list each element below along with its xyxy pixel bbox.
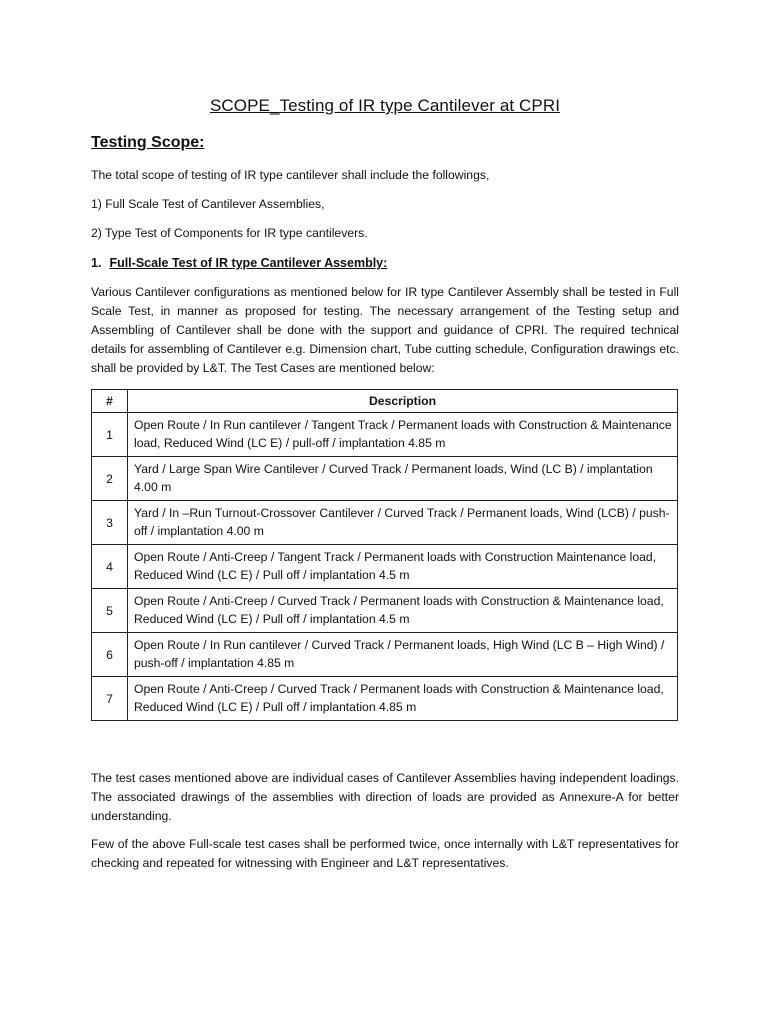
- table-row: [92, 589, 678, 633]
- table-row: [92, 501, 678, 545]
- row-number: 3: [92, 501, 128, 545]
- table-row: [92, 633, 678, 677]
- scope-item-2: 2) Type Test of Components for IR type cantilevers.: [91, 226, 368, 240]
- row-description: Open Route / Anti-Creep / Curved Track / Permanent loads with Construction & Maintenance load, Reduced Wind (LC E) / Pull off / implantation 4.85 m: [128, 677, 678, 721]
- row-description: Yard / Large Span Wire Cantilever / Curved Track / Permanent loads, Wind (LC B) / implantation 4.00 m: [128, 457, 678, 501]
- document-title: SCOPE_Testing of IR type Cantilever at CPRI: [209, 96, 561, 115]
- table-header-row: [92, 390, 678, 413]
- table-row: [92, 545, 678, 589]
- row-description: Open Route / Anti-Creep / Curved Track / Permanent loads with Construction & Maintenance load, Reduced Wind (LC E) / Pull off / implantation 4.5 m: [128, 589, 678, 633]
- subheading: [91, 256, 387, 270]
- row-number: 6: [92, 633, 128, 677]
- test-cases-table: [91, 389, 678, 721]
- scope-item-1: 1) Full Scale Test of Cantilever Assemblies,: [91, 197, 325, 211]
- table-row: [92, 677, 678, 721]
- body-paragraph: Various Cantilever configurations as mentioned below for IR type Cantilever Assembly shall be tested in Full Scale Test, in manner as proposed for testing. The necessary arrangement of the Testing setup and Assembling of Cantilever shall be done with the support and guidance of CPRI. The required technical details for assembling of Cantilever e.g. Dimension chart, Tube cutting schedule, Configuration drawings etc. shall be provided by L&T. The Test Cases are mentioned below:: [91, 285, 679, 375]
- row-number: 7: [92, 677, 128, 721]
- table-row: [92, 457, 678, 501]
- table-header-description: Description: [128, 390, 678, 413]
- row-number: 1: [92, 413, 128, 457]
- row-number: 2: [92, 457, 128, 501]
- table-row: [92, 413, 678, 457]
- section-heading: Testing Scope:: [91, 134, 205, 151]
- intro-text: The total scope of testing of IR type cantilever shall include the followings,: [91, 168, 490, 182]
- row-number: 5: [92, 589, 128, 633]
- table-header-number: #: [92, 390, 128, 413]
- subheading-text: Full-Scale Test of IR type Cantilever Assembly:: [109, 256, 388, 270]
- row-description: Yard / In –Run Turnout-Crossover Cantilever / Curved Track / Permanent loads, Wind (LCB) / push-off / implantation 4.00 m: [128, 501, 678, 545]
- row-description: Open Route / In Run cantilever / Tangent Track / Permanent loads with Construction & Maintenance load, Reduced Wind (LC E) / pull-off / implantation 4.85 m: [128, 413, 678, 457]
- closing-paragraph-2: Few of the above Full-scale test cases shall be performed twice, once internally with L&T representatives for checking and repeated for witnessing with Engineer and L&T representatives.: [91, 837, 679, 870]
- closing-paragraph-1: The test cases mentioned above are individual cases of Cantilever Assemblies having independent loadings. The associated drawings of the assemblies with direction of loads are provided as Annexure-A for better understanding.: [91, 771, 679, 823]
- row-number: 4: [92, 545, 128, 589]
- row-description: Open Route / In Run cantilever / Curved Track / Permanent loads, High Wind (LC B – High Wind) / push-off / implantation 4.85 m: [128, 633, 678, 677]
- row-description: Open Route / Anti-Creep / Tangent Track / Permanent loads with Construction Maintenance load, Reduced Wind (LC E) / Pull off / implantation 4.5 m: [128, 545, 678, 589]
- subheading-number: 1.: [91, 256, 102, 270]
